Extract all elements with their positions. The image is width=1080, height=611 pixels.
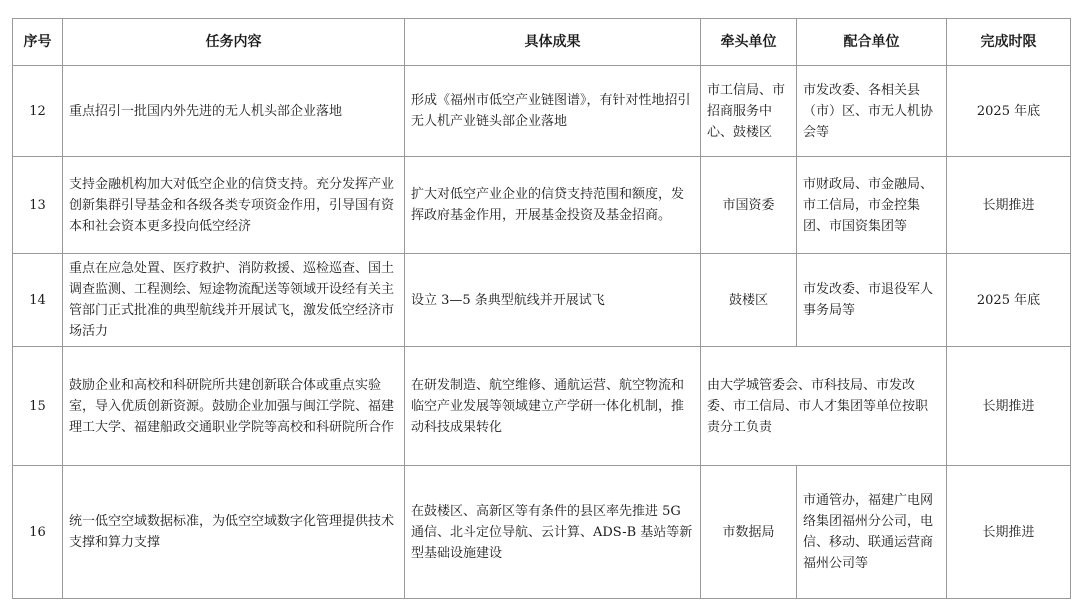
cell-result: 扩大对低空产业企业的信贷支持范围和额度，发挥政府基金作用，开展基金投资及基金招商。 (405, 157, 701, 254)
cell-deadline: 长期推进 (947, 157, 1071, 254)
cell-task: 重点在应急处置、医疗救护、消防救援、巡检巡查、国土调查监测、工程测绘、短途物流配送等领域开设经有关主管部门正式批准的典型航线并开展试飞，激发低空经济市场活力 (63, 254, 405, 347)
header-no: 序号 (13, 19, 63, 66)
cell-coop: 市财政局、市金融局、市工信局，市金控集团、市国资集团等 (797, 157, 947, 254)
cell-coop: 市通管办，福建广电网络集团福州分公司，电信、移动、联通运营商福州公司等 (797, 466, 947, 599)
cell-task: 鼓励企业和高校和科研院所共建创新联合体或重点实验室，导入优质创新资源。鼓励企业加强与闽江学院、福建理工大学、福建船政交通职业学院等高校和科研院所合作 (63, 347, 405, 466)
cell-deadline: 2025 年底 (947, 254, 1071, 347)
cell-lead: 市工信局、市招商服务中心、鼓楼区 (701, 66, 797, 157)
cell-task: 统一低空空域数据标准，为低空空域数字化管理提供技术支撑和算力支撑 (63, 466, 405, 599)
cell-lead: 鼓楼区 (701, 254, 797, 347)
cell-lead-coop-merged: 由大学城管委会、市科技局、市发改委、市工信局、市人才集团等单位按职责分工负责 (701, 347, 947, 466)
cell-no: 12 (13, 66, 63, 157)
task-table (12, 18, 1071, 599)
cell-result: 设立 3—5 条典型航线并开展试飞 (405, 254, 701, 347)
cell-result: 在研发制造、航空维修、通航运营、航空物流和临空产业发展等领域建立产学研一体化机制，推动科技成果转化 (405, 347, 701, 466)
table-header-row (13, 19, 1071, 66)
table-row (13, 254, 1071, 347)
cell-task: 重点招引一批国内外先进的无人机头部企业落地 (63, 66, 405, 157)
cell-no: 13 (13, 157, 63, 254)
cell-deadline: 长期推进 (947, 466, 1071, 599)
cell-task: 支持金融机构加大对低空企业的信贷支持。充分发挥产业创新集群引导基金和各级各类专项资金作用，引导国有资本和社会资本更多投向低空经济 (63, 157, 405, 254)
cell-coop: 市发改委、市退役军人事务局等 (797, 254, 947, 347)
table-row (13, 66, 1071, 157)
cell-deadline: 2025 年底 (947, 66, 1071, 157)
header-task: 任务内容 (63, 19, 405, 66)
cell-no: 15 (13, 347, 63, 466)
table-row (13, 347, 1071, 466)
cell-no: 14 (13, 254, 63, 347)
cell-coop: 市发改委、各相关县（市）区、市无人机协会等 (797, 66, 947, 157)
cell-result: 形成《福州市低空产业链图谱》，有针对性地招引无人机产业链头部企业落地 (405, 66, 701, 157)
cell-result: 在鼓楼区、高新区等有条件的县区率先推进 5G 通信、北斗定位导航、云计算、ADS-B 基站等新型基础设施建设 (405, 466, 701, 599)
cell-lead: 市数据局 (701, 466, 797, 599)
table-row (13, 466, 1071, 599)
header-deadline: 完成时限 (947, 19, 1071, 66)
cell-deadline: 长期推进 (947, 347, 1071, 466)
cell-lead: 市国资委 (701, 157, 797, 254)
header-result: 具体成果 (405, 19, 701, 66)
header-coop: 配合单位 (797, 19, 947, 66)
table-row (13, 157, 1071, 254)
header-lead: 牵头单位 (701, 19, 797, 66)
cell-no: 16 (13, 466, 63, 599)
